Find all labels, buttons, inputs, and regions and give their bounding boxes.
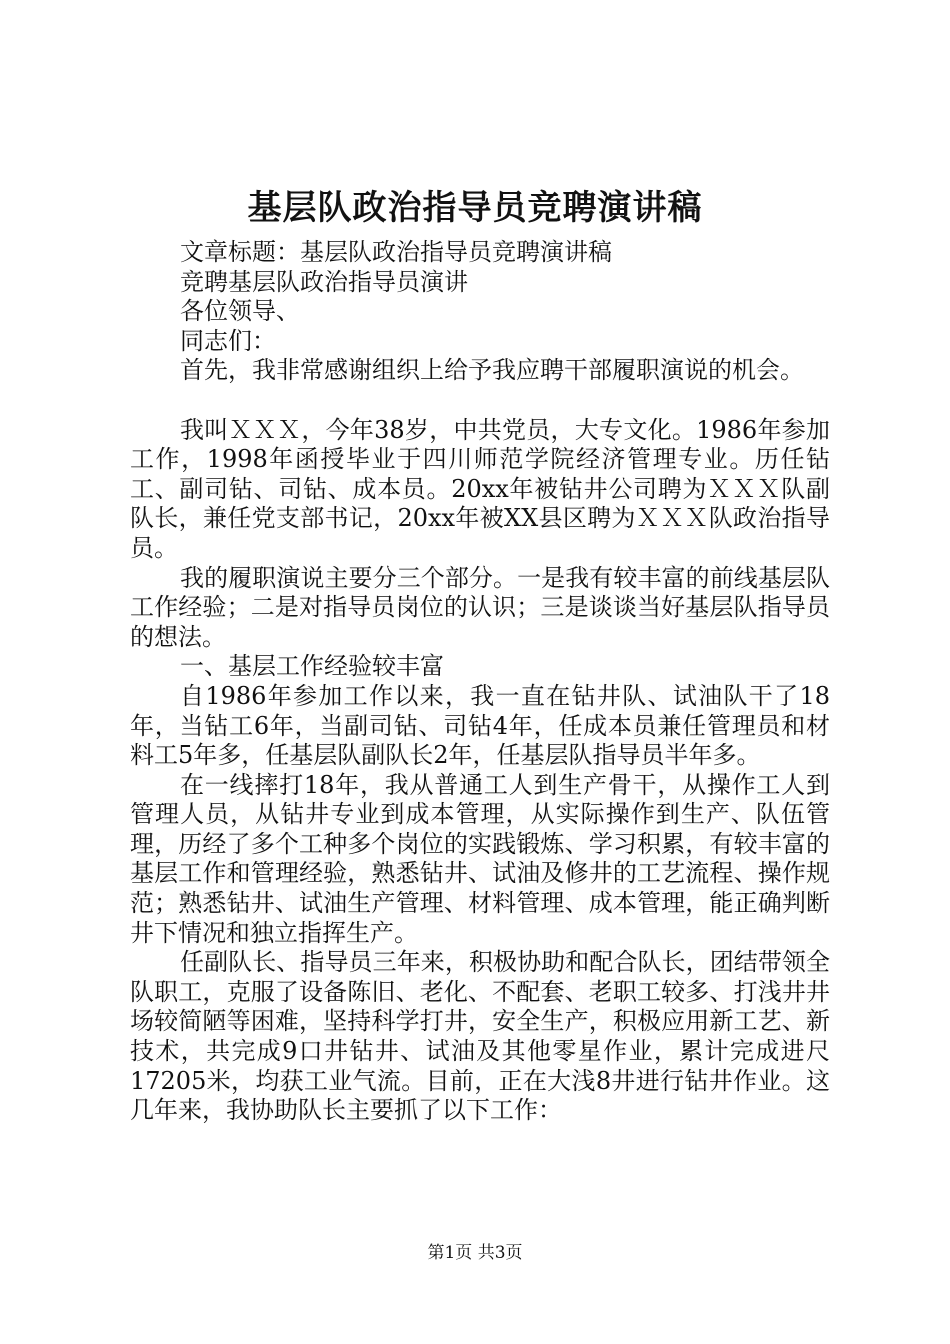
paragraph-introduction: 我叫ＸＸＸ，今年38岁，中共党员，大专文化。1986年参加工作，1998年函授毕业于四川师范学院经济管理专业。历任钻工、副司钻、司钻、成本员。20xx年被钻井公司聘为ＸＸＸ队副队长，兼任党支部书记，20xx年被XX县区聘为ＸＸＸ队政治指导员。 xyxy=(130,415,830,562)
paragraph-gap xyxy=(130,386,830,416)
salutation-line-2: 同志们： xyxy=(180,326,276,355)
paragraph-achievements: 任副队长、指导员三年来，积极协助和配合队长，团结带领全队职工，克服了设备陈旧、老化、不配套、老职工较多、打浅井井场较简陋等困难，坚持科学打井，安全生产，积极应用新工艺、新技术，共完成9口井钻井、试油及其他零星作业，累计完成进尺17205米，均获工业气流。目前，正在大浅8井进行钻井作业。这几年来，我协助队长主要抓了以下工作： xyxy=(130,948,830,1125)
paragraph-experience: 自1986年参加工作以来，我一直在钻井队、试油队干了18年，当钻工6年，当副司钻、司钻4年，任成本员兼任管理员和材料工5年多，任基层队副队长2年，任基层队指导员半年多。 xyxy=(130,681,830,770)
article-title-line: 文章标题：基层队政治指导员竞聘演讲稿 xyxy=(180,238,612,266)
section-heading-1: 一、基层工作经验较丰富 xyxy=(180,652,444,681)
paragraph-training: 在一线摔打18年，我从普通工人到生产骨干，从操作工人到管理人员，从钻井专业到成本管理，从实际操作到生产、队伍管理，历经了多个工种多个岗位的实践锻炼、学习积累，有较丰富的基层工作和管理经验，熟悉钻井、试油及修井的工艺流程、操作规范；熟悉钻井、试油生产管理、材料管理、成本管理，能正确判断井下情况和独立指挥生产。 xyxy=(130,770,830,947)
salutation-line-1: 各位领导、 xyxy=(180,297,300,326)
opening-line: 首先，我非常感谢组织上给予我应聘干部履职演说的机会。 xyxy=(180,356,804,385)
document-title: 基层队政治指导员竞聘演讲稿 xyxy=(247,188,703,228)
document-body xyxy=(130,238,830,1126)
speech-subtitle-line: 竞聘基层队政治指导员演讲 xyxy=(180,267,468,296)
page-number-footer: 第1页 共3页 xyxy=(427,1243,523,1263)
paragraph-outline: 我的履职演说主要分三个部分。一是我有较丰富的前线基层队工作经验；二是对指导员岗位的认识；三是谈谈当好基层队指导员的想法。 xyxy=(130,563,830,651)
